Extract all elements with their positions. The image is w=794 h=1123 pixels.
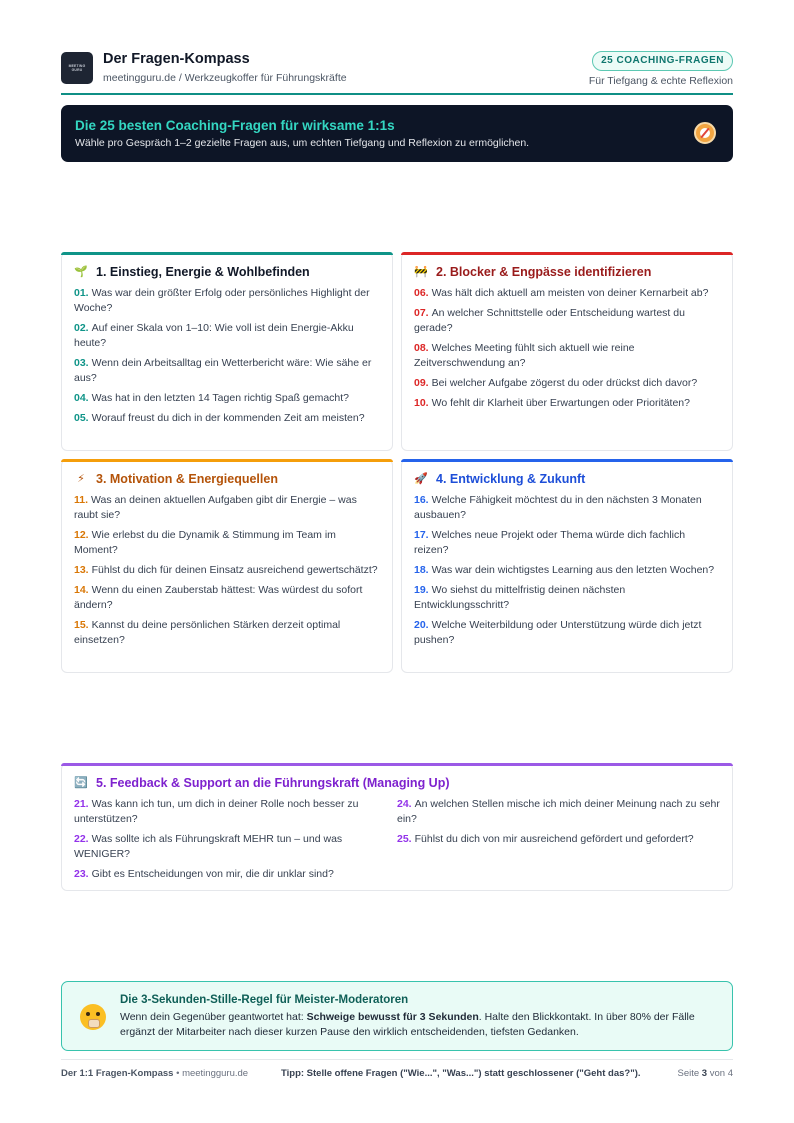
tip-title: Die 3-Sekunden-Stille-Regel für Meister-Moderatoren — [120, 994, 409, 1006]
question-item: 12. Wie erlebst du die Dynamik & Stimmung im Team im Moment? — [74, 529, 336, 556]
section-card-development — [401, 459, 733, 673]
page-subtitle: meetingguru.de / Werkzeugkoffer für Führungskräfte — [103, 72, 347, 84]
question-item: 03. Wenn dein Arbeitsalltag ein Wetterbericht wäre: Wie sähe er aus? — [74, 357, 372, 384]
section-card-blockers — [401, 252, 733, 451]
tagline: Für Tiefgang & echte Reflexion — [588, 75, 733, 87]
section-card-motivation — [61, 459, 393, 673]
question-item: 10. Wo fehlt dir Klarheit über Erwartungen oder Prioritäten? — [414, 397, 690, 409]
question-item: 15. Kannst du deine persönlichen Stärken derzeit optimal einsetzen? — [74, 619, 341, 646]
banner-subtitle: Wähle pro Gespräch 1–2 gezielte Fragen aus, um echten Tiefgang und Reflexion zu ermöglichen. — [75, 137, 530, 149]
logo-text-line: MEETING — [68, 63, 86, 68]
header-divider — [61, 93, 733, 95]
logo-text-line: GURU — [71, 67, 83, 72]
question-item: 24. An welchen Stellen mische ich mich deiner Meinung nach zu sehr ein? — [397, 798, 720, 825]
brand — [61, 50, 347, 85]
section-title: 🚀 4. Entwicklung & Zukunft — [414, 472, 586, 486]
question-item: 17. Welches neue Projekt oder Thema würde dich fachlich reizen? — [414, 529, 686, 556]
question-item: 23. Gibt es Entscheidungen von mir, die dir unklar sind? — [74, 868, 334, 880]
seedling-icon: 🌱 — [74, 266, 88, 278]
logo — [61, 52, 93, 84]
question-item: 21. Was kann ich tun, um dich in deiner Rolle noch besser zu unterstützen? — [74, 798, 359, 825]
question-item: 16. Welche Fähigkeit möchtest du in den nächsten 3 Monaten ausbauen? — [414, 494, 702, 521]
footer-divider — [61, 1059, 733, 1060]
rocket-icon: 🚀 — [414, 473, 428, 485]
question-item: 14. Wenn du einen Zauberstab hättest: Was würdest du sofort ändern? — [74, 584, 363, 611]
question-item: 06. Was hält dich aktuell am meisten von deiner Kernarbeit ab? — [414, 287, 709, 299]
question-count-badge: 25 COACHING-FRAGEN — [592, 51, 733, 71]
construction-icon: 🚧 — [414, 266, 428, 278]
page-title: Der Fragen-Kompass — [103, 51, 250, 67]
question-item: 19. Wo siehst du mittelfristig deinen nächsten Entwicklungsschritt? — [414, 584, 626, 611]
question-item: 04. Was hat in den letzten 14 Tagen richtig Spaß gemacht? — [74, 392, 350, 404]
question-item: 08. Welches Meeting fühlt sich aktuell wie reine Zeitverschwendung an? — [414, 342, 635, 369]
question-item: 11. Was an deinen aktuellen Aufgaben gibt dir Energie – was raubt sie? — [74, 494, 357, 521]
footer-left: Der 1:1 Fragen-Kompass • meetingguru.de — [61, 1068, 249, 1079]
section-title: 🔄 5. Feedback & Support an die Führungskraft (Managing Up) — [74, 776, 450, 790]
compass-icon — [694, 122, 716, 144]
silence-rule-tip — [61, 981, 733, 1051]
question-item: 01. Was war dein größter Erfolg oder persönliches Highlight der Woche? — [74, 287, 370, 314]
question-item: 22. Was sollte ich als Führungskraft MEHR tun – und was WENIGER? — [74, 833, 343, 860]
question-item: 09. Bei welcher Aufgabe zögerst du oder drückst dich davor? — [414, 377, 698, 389]
question-item: 02. Auf einer Skala von 1–10: Wie voll ist dein Energie-Akku heute? — [74, 322, 354, 349]
section-title: 🌱 1. Einstieg, Energie & Wohlbefinden — [74, 265, 310, 279]
question-item: 07. An welcher Schnittstelle oder Entscheidung wartest du gerade? — [414, 307, 685, 334]
question-item: 05. Worauf freust du dich in der kommenden Zeit am meisten? — [74, 412, 365, 424]
page-header — [61, 50, 733, 94]
section-card-energy — [61, 252, 393, 451]
question-item: 25. Fühlst du dich von mir ausreichend gefördert und gefordert? — [397, 833, 694, 845]
section-title: ⚡ 3. Motivation & Energiequellen — [74, 471, 380, 487]
cycle-arrows-icon: 🔄 — [74, 777, 88, 789]
tip-body: Wenn dein Gegenüber geantwortet hat: Schweige bewusst für 3 Sekunden. Halte den Blickkontakt. In über 80% der Fälle ergänzt der Mitarbeiter nach dieser kurzen Pause den wirklich entscheidenden, tiefsten Gedanken. — [120, 1011, 695, 1038]
section-card-managing-up — [61, 763, 733, 891]
shushing-face-icon — [80, 1004, 106, 1030]
question-item: 13. Fühlst du dich für deinen Einsatz ausreichend gewertschätzt? — [74, 564, 378, 576]
page-number: Seite 3 von 4 — [677, 1068, 733, 1079]
question-item: 20. Welche Weiterbildung oder Unterstützung würde dich jetzt pushen? — [414, 619, 702, 646]
intro-banner — [61, 105, 733, 162]
lightning-icon: ⚡ — [77, 473, 85, 485]
section-title: 🚧 2. Blocker & Engpässe identifizieren — [414, 265, 652, 279]
question-item: 18. Was war dein wichtigstes Learning aus den letzten Wochen? — [414, 564, 715, 576]
footer-tip: Tipp: Stelle offene Fragen ("Wie...", "Was...") statt geschlossener ("Geht das?"). — [281, 1068, 641, 1079]
banner-title: Die 25 besten Coaching-Fragen für wirksame 1:1s — [75, 118, 395, 133]
